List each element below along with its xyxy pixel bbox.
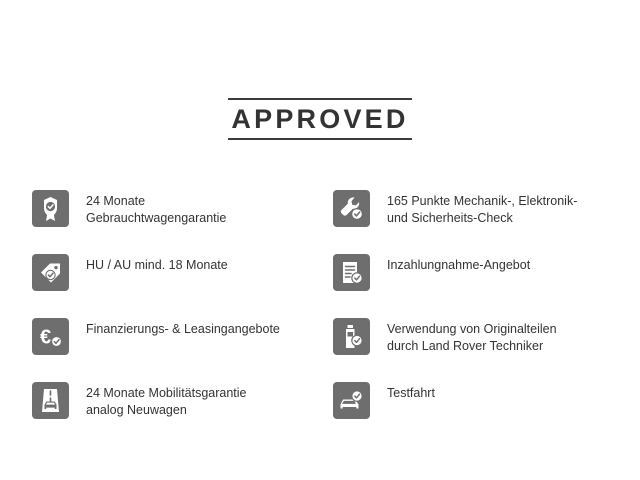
car-check-icon bbox=[333, 382, 370, 419]
feature-label-line1: 24 Monate bbox=[86, 194, 146, 208]
spray-check-icon bbox=[333, 318, 370, 355]
feature-label-line1: HU / AU mind. 18 Monate bbox=[86, 258, 228, 272]
features-columns bbox=[0, 188, 640, 444]
feature-label bbox=[86, 316, 280, 338]
feature-label-line1: 165 Punkte Mechanik-, Elektronik- bbox=[387, 194, 578, 208]
features-column-left bbox=[0, 188, 320, 444]
euro-check-icon bbox=[32, 318, 69, 355]
feature-item bbox=[32, 316, 320, 380]
feature-label bbox=[387, 252, 530, 274]
feature-item bbox=[32, 380, 320, 444]
header-rule-bottom bbox=[228, 138, 412, 140]
feature-label bbox=[387, 380, 435, 402]
feature-item bbox=[333, 316, 640, 380]
feature-label bbox=[86, 252, 228, 274]
svg-text:€: € bbox=[40, 326, 52, 349]
seal-check-icon bbox=[32, 190, 69, 227]
feature-label-line2: durch Land Rover Techniker bbox=[387, 339, 544, 353]
feature-label-line1: Verwendung von Originalteilen bbox=[387, 322, 557, 336]
feature-item bbox=[32, 252, 320, 316]
document-check-icon bbox=[333, 254, 370, 291]
feature-label bbox=[86, 188, 226, 227]
features-column-right bbox=[320, 188, 640, 444]
feature-label-line1: Inzahlungnahme-Angebot bbox=[387, 258, 531, 272]
feature-label bbox=[387, 316, 557, 355]
feature-label-line2: und Sicherheits-Check bbox=[387, 211, 513, 225]
feature-label bbox=[387, 188, 577, 227]
page-title: APPROVED bbox=[231, 104, 409, 134]
feature-label bbox=[86, 380, 247, 419]
feature-label-line2: Gebrauchtwagengarantie bbox=[86, 211, 227, 225]
feature-label-line1: Testfahrt bbox=[387, 386, 435, 400]
feature-item bbox=[333, 188, 640, 252]
feature-label-line2: analog Neuwagen bbox=[86, 403, 187, 417]
tag-check-icon bbox=[32, 254, 69, 291]
feature-label-line1: Finanzierungs- & Leasingangebote bbox=[86, 322, 280, 336]
road-car-icon bbox=[32, 382, 69, 419]
feature-label-line1: 24 Monate Mobilitätsgarantie bbox=[86, 386, 247, 400]
wrench-check-icon bbox=[333, 190, 370, 227]
feature-item bbox=[333, 252, 640, 316]
feature-item bbox=[32, 188, 320, 252]
page-header bbox=[0, 98, 640, 140]
feature-item bbox=[333, 380, 640, 444]
